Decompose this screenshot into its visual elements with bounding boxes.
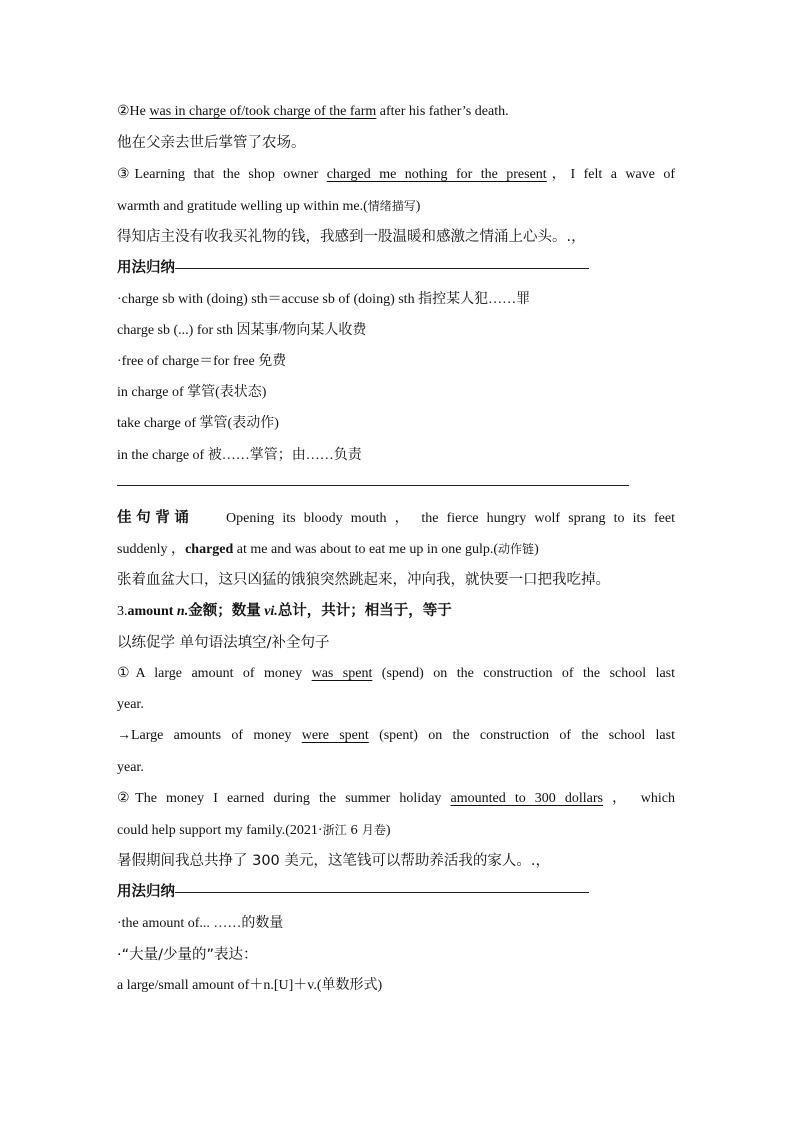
answer-underline: charged me nothing for the present (326, 167, 547, 182)
practice-item-1: ①A large amount of money was spent (spend) on the construction of the school last (117, 666, 676, 681)
good-sentence: 佳句背诵 Opening its bloody mouth ， the fierce hungry wolf sprang to its feet (117, 510, 675, 526)
example-3-sentence: ③Learning that the shop owner charged me nothing for the present，I felt a wave of (117, 167, 675, 182)
example-2-translation: 他在父亲去世后掌管了农场。 (117, 135, 306, 151)
usage-item: in the charge of 被……掌管；由……负责 (117, 448, 362, 463)
answer-underline: were spent (301, 728, 369, 743)
usage-item: ·the amount of... ……的数量 (117, 916, 284, 931)
writing-tag: 动作链 (498, 542, 535, 556)
usage-item: ·“大量/少量的”表达： (117, 947, 258, 963)
source-tag: 浙江 6 月卷 (322, 823, 386, 837)
practice-item-2-translation: 暑假期间我总共挣了 300 美元，这笔钱可以帮助养活我的家人。.， (117, 853, 551, 869)
practice-item-1-variant: →Large amounts of money were spent (spent) on the construction of the school last (117, 728, 675, 743)
usage-heading: 用法归纳 (117, 882, 589, 902)
word-entry-heading: 3.amount n.金额；数量 vi.总计，共计；相当于，等于 (117, 603, 452, 619)
heading-rule (175, 268, 589, 269)
usage-heading: 用法归纳 (117, 258, 589, 278)
good-sentence-translation: 张着血盆大口，这只凶猛的饿狼突然跳起来，冲向我，就快要一口把我吃掉。 (117, 572, 610, 588)
writing-tag: 情绪描写 (367, 199, 416, 213)
keyword: charged (185, 542, 234, 557)
usage-item: a large/small amount of＋n.[U]＋v.(单数形式) (117, 978, 383, 993)
usage-item: take charge of 掌管(表动作) (117, 416, 279, 431)
usage-item: ·charge sb with (doing) sth＝accuse sb of (doing) sth 指控某人犯……罪 (117, 292, 531, 307)
answer-underline: was in charge of/took charge of the farm (149, 104, 377, 119)
example-3-translation: 得知店主没有收我买礼物的钱，我感到一股温暖和感激之情涌上心头。.， (117, 229, 586, 245)
usage-item: in charge of 掌管(表状态) (117, 385, 267, 400)
practice-item-2: ②The money I earned during the summer holiday amounted to 300 dollars ， which (117, 791, 676, 806)
heading-rule (175, 892, 589, 893)
usage-item: ·free of charge＝for free 免费 (117, 354, 287, 369)
example-2-sentence: ②He was in charge of/took charge of the farm after his father’s death. (117, 104, 509, 119)
answer-underline: was spent (311, 666, 373, 681)
example-3-sentence-cont: warmth and gratitude welling up within me.(情绪描写) (117, 199, 421, 214)
good-sentence-label: 佳句背诵 (117, 510, 194, 526)
practice-heading: 以练促学 单句语法填空/补全句子 (117, 635, 330, 651)
practice-item-2-cont: could help support my family.(2021·浙江 6 月卷) (117, 823, 391, 838)
practice-item-1-variant-cont: year. (117, 760, 144, 775)
headword: amount (127, 604, 174, 619)
good-sentence-cont: suddenly ，charged at me and was about to eat me up in one gulp.(动作链) (117, 542, 539, 557)
section-divider (117, 485, 629, 486)
practice-item-1-cont: year. (117, 697, 144, 712)
answer-underline: amounted to 300 dollars (450, 791, 604, 806)
usage-item: charge sb (...) for sth 因某事/物向某人收费 (117, 323, 367, 338)
